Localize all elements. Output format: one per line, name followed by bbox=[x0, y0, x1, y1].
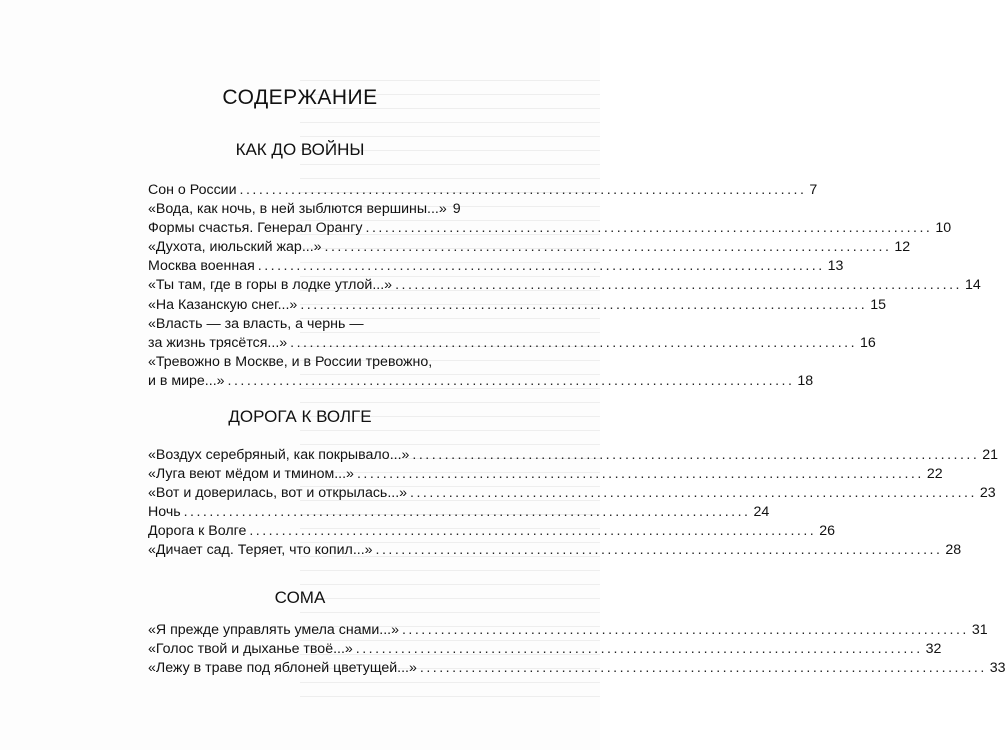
entry-page: 16 bbox=[860, 334, 876, 351]
leader-dots: ........................................................................................ bbox=[183, 504, 751, 521]
entry-title: Дорога к Волге bbox=[148, 523, 247, 540]
entry-title: «Луга веют мёдом и тмином...» bbox=[148, 466, 354, 483]
entry-title: «Я прежде управлять умела снами...» bbox=[148, 622, 399, 638]
toc-entry[interactable] bbox=[148, 257, 844, 276]
entry-page: 14 bbox=[964, 277, 981, 294]
leader-dots: ........................................................................................ bbox=[324, 239, 892, 256]
entry-title-line2: за жизнь трясётся...» bbox=[148, 334, 288, 351]
leader-dots: ........................................................................................ bbox=[355, 641, 923, 658]
toc-list bbox=[148, 446, 999, 561]
entry-page: 22 bbox=[926, 466, 943, 483]
leader-dots: ........................................................................................ bbox=[395, 277, 962, 294]
entry-page: 24 bbox=[753, 504, 770, 521]
leader-dots: ........................................................................................ bbox=[356, 466, 924, 483]
toc-entry[interactable] bbox=[148, 238, 911, 257]
leader-dots: ........................................................................................ bbox=[290, 334, 858, 351]
entry-page: 23 bbox=[979, 485, 996, 502]
toc-entry[interactable] bbox=[148, 276, 981, 295]
leader-dots: ........................................................................................ bbox=[249, 523, 817, 540]
entry-title-line1: «Власть — за власть, а чернь — bbox=[148, 315, 364, 332]
leader-dots: ........................................................................................ bbox=[227, 372, 795, 389]
entry-page: 10 bbox=[935, 220, 952, 237]
leader-dots: ........................................................................................ bbox=[239, 182, 807, 198]
section-title: ДОРОГА К ВОЛГЕ bbox=[228, 407, 372, 426]
page-title: СОДЕРЖАНИЕ bbox=[222, 86, 378, 109]
entry-title: «Ты там, где в горы в лодке утлой...» bbox=[148, 277, 393, 294]
leader-dots: ........................................................................................ bbox=[410, 485, 977, 502]
entry-page: 33 bbox=[989, 660, 1006, 677]
toc-entry[interactable] bbox=[148, 296, 886, 315]
entry-title-line1: «Тревожно в Москве, и в России тревожно, bbox=[148, 353, 433, 370]
entry-page: 32 bbox=[925, 641, 942, 658]
entry-title: «Лежу в траве под яблоней цветущей...» bbox=[148, 660, 417, 677]
entry-title: «Вот и доверилась, вот и открылась...» bbox=[148, 485, 408, 502]
toc-entry[interactable] bbox=[148, 200, 461, 219]
entry-title: Сон о России bbox=[148, 182, 237, 198]
section-title: КАК ДО ВОЙНЫ bbox=[235, 140, 365, 159]
toc-entry[interactable] bbox=[148, 315, 876, 353]
entry-title: «Духота, июльский жар...» bbox=[148, 239, 322, 256]
entry-page: 7 bbox=[809, 182, 818, 198]
toc-entry[interactable] bbox=[148, 503, 770, 522]
entry-page: 13 bbox=[827, 258, 844, 275]
entry-page: 12 bbox=[894, 239, 911, 256]
entry-title: «Дичает сад. Теряет, что копил...» bbox=[148, 542, 373, 559]
entry-page: 21 bbox=[982, 447, 999, 463]
leader-dots: ........................................................................................ bbox=[412, 447, 980, 463]
leader-dots: ........................................................................................ bbox=[401, 622, 969, 638]
leader-dots: ........................................................................................ bbox=[257, 258, 825, 275]
toc-entry[interactable] bbox=[148, 640, 942, 659]
leader-dots: ........................................................................................ bbox=[419, 660, 987, 677]
toc-entry[interactable] bbox=[148, 484, 996, 503]
toc-entry[interactable] bbox=[148, 446, 999, 465]
toc-entry[interactable] bbox=[148, 219, 952, 238]
entry-title: «Голос твой и дыханье твоё...» bbox=[148, 641, 353, 658]
entry-page: 9 bbox=[452, 201, 461, 218]
entry-title: «На Казанскую снег...» bbox=[148, 296, 298, 313]
entry-title: «Воздух серебряный, как покрывало...» bbox=[148, 447, 410, 463]
toc-entry[interactable] bbox=[148, 541, 962, 560]
entry-title: «Вода, как ночь, в ней зыблются вершины...» bbox=[148, 201, 447, 218]
entry-page: 28 bbox=[945, 542, 962, 559]
entry-page: 26 bbox=[819, 523, 836, 540]
entry-title-line2: и в мире...» bbox=[148, 372, 225, 389]
toc-list bbox=[148, 621, 1006, 678]
toc-entry[interactable] bbox=[148, 353, 814, 391]
entry-title: Ночь bbox=[148, 504, 181, 521]
entry-page: 31 bbox=[971, 622, 988, 638]
leader-dots: ........................................................................................ bbox=[300, 296, 868, 313]
toc-entry[interactable] bbox=[148, 621, 988, 640]
section-title: СОМА bbox=[274, 588, 326, 607]
entry-page: 15 bbox=[870, 296, 886, 313]
entry-title: Москва военная bbox=[148, 258, 255, 275]
toc-entry[interactable] bbox=[148, 181, 818, 200]
entry-page: 18 bbox=[797, 372, 814, 389]
leader-dots: ........................................................................................ bbox=[375, 542, 943, 559]
entry-title: Формы счастья. Генерал Орангу bbox=[148, 220, 363, 237]
leader-dots: ........................................................................................ bbox=[365, 220, 933, 237]
toc-entry[interactable] bbox=[148, 522, 836, 541]
toc-list bbox=[148, 181, 981, 391]
toc-entry[interactable] bbox=[148, 465, 943, 484]
toc-entry[interactable] bbox=[148, 659, 1006, 678]
